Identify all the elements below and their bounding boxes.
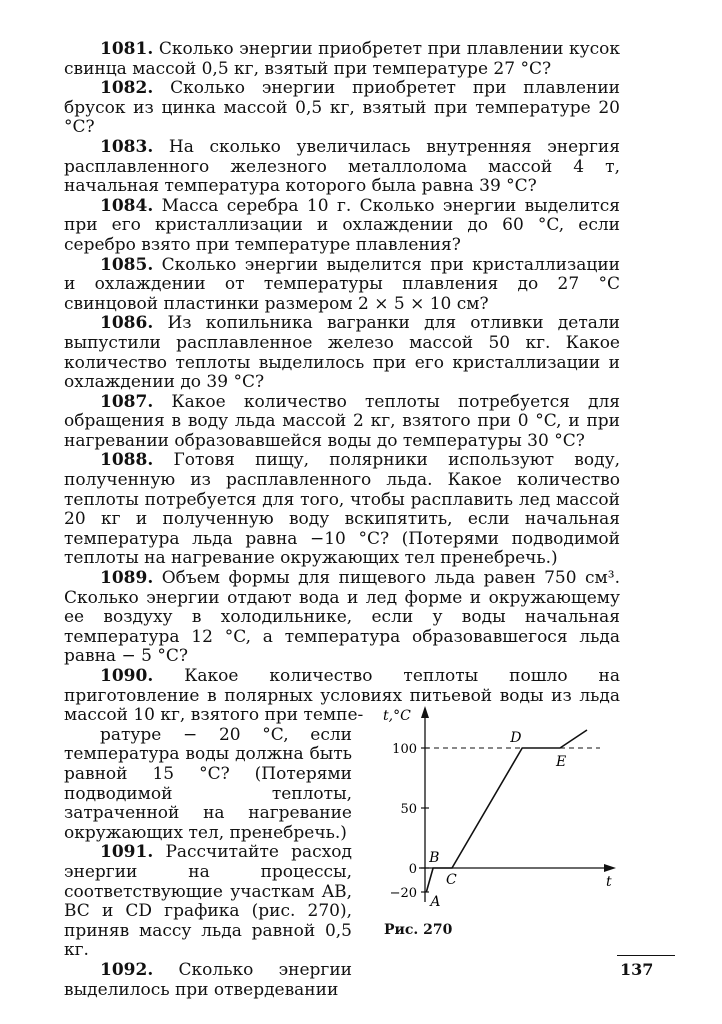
point-label-b: B (429, 850, 440, 866)
y-tick-label: 50 (400, 802, 417, 817)
y-axis-arrow (421, 706, 429, 718)
problem-1088 (64, 451, 620, 569)
temperature-time-graph (370, 700, 630, 950)
problem-number: 1081. (100, 39, 154, 59)
y-tick-label: −20 (389, 886, 417, 901)
problem-text: Сколько энергии выделится при кристаллизации и охлаждении от температуры плавления до 27 °C свинцовой пластинки размером 2 × 5 × 10 см? (64, 254, 620, 314)
problem-1083 (64, 138, 620, 197)
problem-text: Какое количество теплоты потребуется для обращения в воду льда массой 2 кг, взятого при 0 °C, и при нагревании образовавшейся воды до температуры 30 °C? (64, 391, 621, 451)
point-label-a: A (430, 894, 441, 910)
problem-number: 1091. (100, 842, 154, 863)
problem-1085 (64, 256, 620, 315)
page-number: 137 (620, 960, 654, 979)
problem-number: 1082. (100, 78, 154, 99)
point-label-c: C (446, 872, 457, 888)
problem-text: Масса серебра 10 г. Сколько энергии выделится при его кристаллизации и охлаждении до 60 °C, если серебро взято при температуре плавления? (64, 195, 621, 255)
problem-1086 (64, 314, 620, 392)
figure-caption: Рис. 270 (384, 922, 453, 938)
problem-1082 (64, 79, 620, 138)
problem-text: Сколько энергии приобретет при плавлении кусок свинца массой 0,5 кг, взятый при температуре 27 °C? (64, 39, 620, 79)
problem-number: 1092. (100, 959, 154, 980)
problem-text: Объем формы для пищевого льда равен 750 см³. Сколько энергии отдают вода и лед форме и окружающему ее воздуху в холодильнике, если у воды начальная температура 12 °C, а температура образовавшегося льда равна − 5 °C? (64, 568, 620, 667)
point-label-e: E (556, 754, 567, 770)
page-number-rule (617, 955, 675, 956)
problem-number: 1088. (100, 450, 154, 471)
y-axis-label: t,°C (383, 708, 411, 724)
problem-number: 1084. (100, 195, 154, 216)
problem-text: Из копильника вагранки для отливки детали выпустили расплавленное железо массой 50 кг. Какое количество теплоты выделилось при его кристаллизации и охлаждении до 39 °C? (64, 313, 621, 393)
problem-number: 1089. (100, 568, 154, 589)
problem-1087 (64, 393, 620, 452)
problem-1081 (64, 40, 620, 79)
problem-number: 1090. (100, 666, 154, 686)
problem-1089 (64, 569, 620, 667)
problem-text: Готовя пищу, полярники используют воду, полученную из расплавленного льда. Какое количество теплоты потребуется для того, чтобы расплавить лед массой 20 кг и полученную воду вскипятить, если начальная температура льда равна −10 °C? (Потерями подводимой теплоты на нагревание окружающих тел пренебречь.) (64, 450, 620, 569)
x-axis-arrow (604, 864, 616, 872)
y-tick-label: 0 (408, 862, 417, 877)
problem-number: 1083. (100, 136, 154, 157)
problem-1090-continued: ратуре − 20 °C, если температура воды должна быть равной 15 °C? (Потерями подводимой теплоты, затраченной на нагревание окружающих тел, пренебречь.) (64, 724, 352, 843)
problem-text: Сколько энергии выделилось при отвердевании (64, 959, 352, 1000)
x-axis-label: t (606, 874, 612, 890)
problem-number: 1087. (100, 391, 154, 412)
problem-text: Сколько энергии приобретет при плавлении брусок из цинка массой 0,5 кг, взятый при температуре 20 °C? (64, 78, 620, 138)
problem-text: Какое количество теплоты пошло на приготовление в полярных условиях питьевой воды из льда массой 10 кг, взятого при темпе- (64, 666, 621, 726)
problem-text: Рассчитайте расход энергии на процессы, соответствующие участкам AB, BC и CD графика (рис. 270), приняв массу льда равной 0,5 кг. (64, 842, 352, 961)
point-label-d: D (510, 730, 522, 746)
problem-number: 1086. (100, 313, 154, 334)
problem-number: 1085. (100, 254, 154, 275)
problem-text: На сколько увеличилась внутренняя энергия расплавленного железного металлолома массой 4 т, начальная температура которого была равна 39 °C? (64, 136, 620, 197)
y-tick-label: 100 (392, 742, 417, 757)
problem-1084 (64, 197, 620, 256)
problem-1091 (64, 843, 352, 961)
problem-1092 (64, 961, 352, 1000)
